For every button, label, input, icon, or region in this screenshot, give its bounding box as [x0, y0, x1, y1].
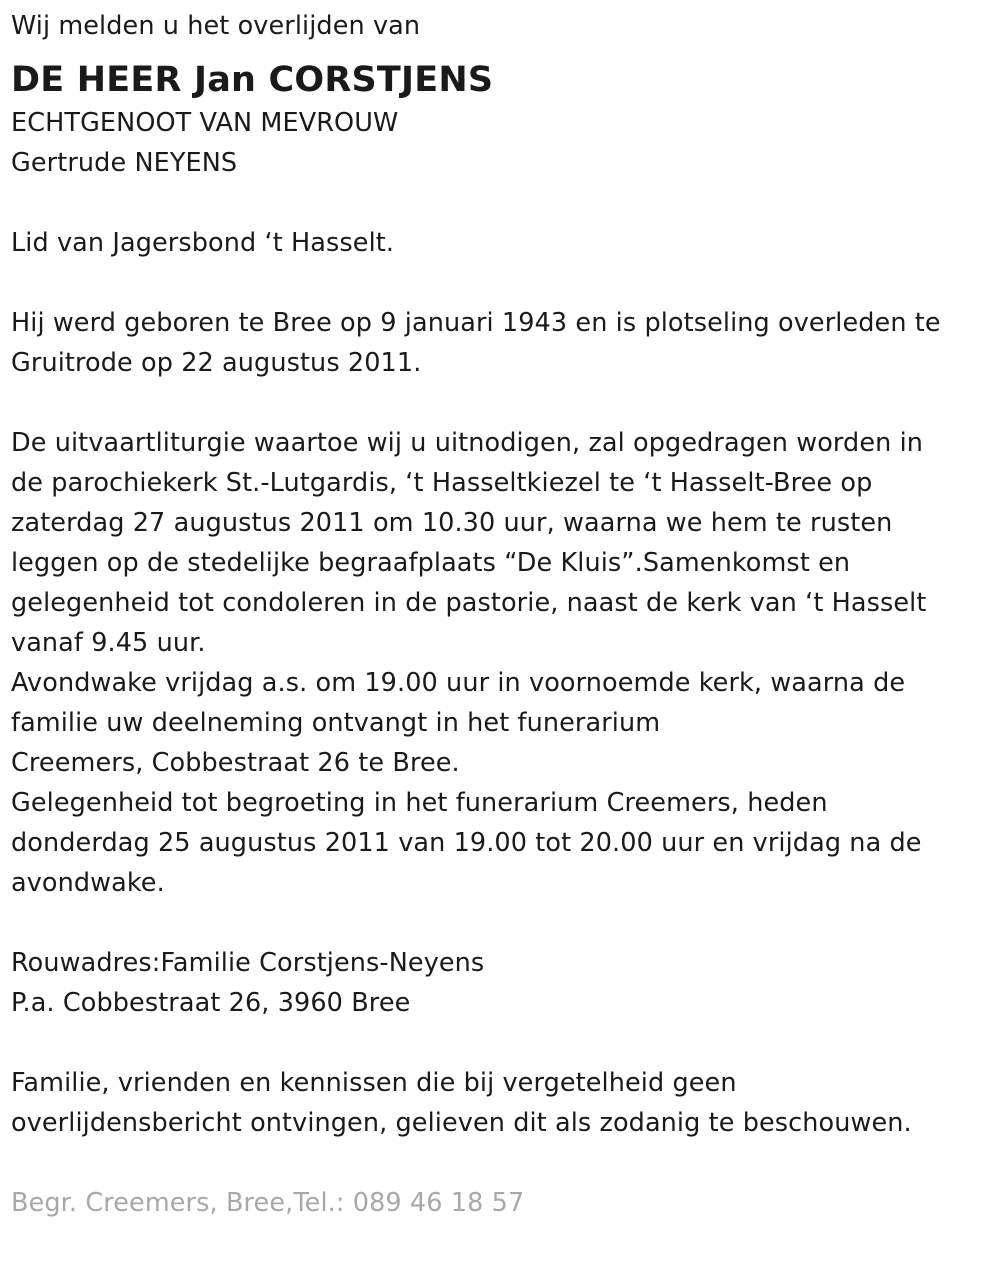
closing-line: overlijdensbericht ontvingen, gelieven dit als zodanig te beschouwen.	[11, 1108, 912, 1138]
spouse-name: Gertrude NEYENS	[11, 148, 238, 178]
deceased-name: DE HEER Jan CORSTJENS	[11, 60, 494, 100]
spacer	[11, 263, 991, 303]
wake-line: familie uw deelneming ontvangt in het funerarium	[11, 708, 661, 738]
intro-text: Wij melden u het overlijden van	[11, 11, 421, 41]
spacer	[11, 383, 991, 423]
funeral-line: leggen op de stedelijke begraafplaats “De Kluis”.Samenkomst en	[11, 548, 851, 578]
spacer	[11, 1023, 991, 1063]
funeral-line: vanaf 9.45 uur.	[11, 628, 206, 658]
spacer	[11, 1143, 991, 1183]
membership-text: Lid van Jagersbond ‘t Hasselt.	[11, 228, 395, 258]
wake-line: Avondwake vrijdag a.s. om 19.00 uur in voornoemde kerk, waarna de	[11, 668, 906, 698]
visitation-line: avondwake.	[11, 868, 165, 898]
visitation-line: donderdag 25 augustus 2011 van 19.00 tot 20.00 uur en vrijdag na de	[11, 828, 922, 858]
death-notice	[11, 6, 991, 1223]
closing-line: Familie, vrienden en kennissen die bij vergetelheid geen	[11, 1068, 737, 1098]
funeral-line: gelegenheid tot condoleren in de pastorie, naast de kerk van ‘t Hasselt	[11, 588, 927, 618]
funeral-line: De uitvaartliturgie waartoe wij u uitnodigen, zal opgedragen worden in	[11, 428, 924, 458]
wake-line: Creemers, Cobbestraat 26 te Bree.	[11, 748, 460, 778]
birth-death-line: Hij werd geboren te Bree op 9 januari 1943 en is plotseling overleden te	[11, 308, 941, 338]
funeral-line: zaterdag 27 augustus 2011 om 10.30 uur, waarna we hem te rusten	[11, 508, 893, 538]
mourning-address-line: Rouwadres:Familie Corstjens-Neyens	[11, 948, 485, 978]
mourning-address-line: P.a. Cobbestraat 26, 3960 Bree	[11, 988, 411, 1018]
visitation-line: Gelegenheid tot begroeting in het funerarium Creemers, heden	[11, 788, 828, 818]
spacer	[11, 903, 991, 943]
relation-text: ECHTGENOOT VAN MEVROUW	[11, 108, 399, 138]
spacer	[11, 183, 991, 223]
birth-death-line: Gruitrode op 22 augustus 2011.	[11, 348, 422, 378]
funeral-line: de parochiekerk St.-Lutgardis, ‘t Hasseltkiezel te ‘t Hasselt-Bree op	[11, 468, 873, 498]
undertaker-footer: Begr. Creemers, Bree,Tel.: 089 46 18 57	[11, 1188, 525, 1218]
